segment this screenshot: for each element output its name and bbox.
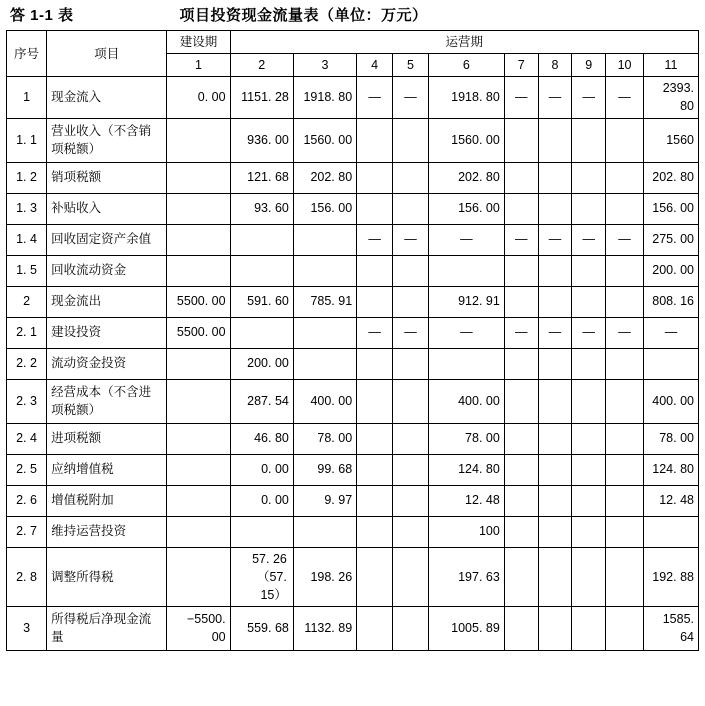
table-row (7, 317, 699, 348)
cell-y5 (393, 485, 429, 516)
cell-y1 (167, 516, 230, 547)
cell-y6: 12. 48 (428, 485, 504, 516)
cell-y8 (538, 454, 572, 485)
table-row (7, 516, 699, 547)
cell-y1: 0. 00 (167, 77, 230, 118)
cell-y4 (357, 454, 393, 485)
row-number: 1. 1 (7, 118, 47, 162)
cell-y10 (606, 379, 644, 423)
cell-y5 (393, 606, 429, 650)
cell-y9 (572, 286, 606, 317)
cell-y5: — (393, 317, 429, 348)
row-item-label: 进项税额 (47, 423, 167, 454)
cell-y11: 124. 80 (644, 454, 699, 485)
header-year-4: 4 (357, 54, 393, 77)
cell-y8 (538, 423, 572, 454)
table-body (7, 77, 699, 651)
cell-y4: — (357, 224, 393, 255)
header-operation: 运营期 (230, 31, 698, 54)
cell-y9 (572, 255, 606, 286)
cell-y8 (538, 193, 572, 224)
caption-label: 答 1-1 表 (10, 7, 74, 24)
cell-y9 (572, 516, 606, 547)
cell-y8 (538, 379, 572, 423)
cell-y3: 1560. 00 (293, 118, 356, 162)
cell-y9 (572, 379, 606, 423)
cell-y9: — (572, 224, 606, 255)
cell-y10 (606, 193, 644, 224)
cell-y7 (504, 547, 538, 606)
cell-y11: — (644, 317, 699, 348)
table-row (7, 547, 699, 606)
cell-y11: 12. 48 (644, 485, 699, 516)
table-row (7, 193, 699, 224)
cell-y7: — (504, 77, 538, 118)
header-year-3: 3 (293, 54, 356, 77)
cell-y1: 5500. 00 (167, 317, 230, 348)
cell-y3: 198. 26 (293, 547, 356, 606)
header-year-11: 11 (644, 54, 699, 77)
cell-y11: 200. 00 (644, 255, 699, 286)
cell-y6: 400. 00 (428, 379, 504, 423)
cell-y10: — (606, 77, 644, 118)
cell-y1 (167, 118, 230, 162)
cell-y7 (504, 516, 538, 547)
cell-y4 (357, 255, 393, 286)
cash-flow-table (6, 30, 699, 651)
cell-y8 (538, 348, 572, 379)
cell-y5 (393, 348, 429, 379)
cell-y6: 78. 00 (428, 423, 504, 454)
cell-y4 (357, 516, 393, 547)
cell-y11: 400. 00 (644, 379, 699, 423)
cell-y7 (504, 255, 538, 286)
row-item-label: 补贴收入 (47, 193, 167, 224)
cell-y10: — (606, 224, 644, 255)
cell-y10 (606, 162, 644, 193)
row-number: 2. 7 (7, 516, 47, 547)
cell-y8 (538, 516, 572, 547)
cell-y4 (357, 348, 393, 379)
cell-y3 (293, 348, 356, 379)
row-number: 2. 1 (7, 317, 47, 348)
header-year-7: 7 (504, 54, 538, 77)
cell-y2 (230, 255, 293, 286)
table-row (7, 286, 699, 317)
table-row (7, 379, 699, 423)
cell-y3 (293, 255, 356, 286)
table-row (7, 224, 699, 255)
table-row (7, 606, 699, 650)
header-year-1: 1 (167, 54, 230, 77)
cell-y5 (393, 286, 429, 317)
cell-y3 (293, 516, 356, 547)
cell-y5 (393, 547, 429, 606)
cell-y5 (393, 454, 429, 485)
cell-y7 (504, 286, 538, 317)
cell-y9: — (572, 317, 606, 348)
header-year-9: 9 (572, 54, 606, 77)
cell-y9 (572, 606, 606, 650)
cell-y1 (167, 162, 230, 193)
cell-y4 (357, 379, 393, 423)
cell-y7 (504, 379, 538, 423)
cell-y4 (357, 423, 393, 454)
cell-y6: 1560. 00 (428, 118, 504, 162)
cell-y10 (606, 454, 644, 485)
table-row (7, 423, 699, 454)
cell-y6: — (428, 317, 504, 348)
cell-y8 (538, 606, 572, 650)
cell-y2: 121. 68 (230, 162, 293, 193)
row-number: 1. 2 (7, 162, 47, 193)
cell-y6: — (428, 224, 504, 255)
cell-y7 (504, 423, 538, 454)
header-year-6: 6 (428, 54, 504, 77)
cell-y9: — (572, 77, 606, 118)
cell-y4: — (357, 317, 393, 348)
cell-y6: 1005. 89 (428, 606, 504, 650)
row-item-label: 现金流出 (47, 286, 167, 317)
cell-y9 (572, 193, 606, 224)
header-no: 序号 (7, 31, 47, 77)
table-caption (6, 0, 699, 30)
row-item-label: 流动资金投资 (47, 348, 167, 379)
cell-y5 (393, 162, 429, 193)
cell-y6: 100 (428, 516, 504, 547)
cell-y10 (606, 423, 644, 454)
header-construction: 建设期 (167, 31, 230, 54)
cell-y4 (357, 606, 393, 650)
cell-y10 (606, 516, 644, 547)
cell-y1: 5500. 00 (167, 286, 230, 317)
cell-y1 (167, 379, 230, 423)
cell-y10 (606, 286, 644, 317)
cell-y2 (230, 224, 293, 255)
cell-y5 (393, 379, 429, 423)
cell-y2: 46. 80 (230, 423, 293, 454)
cell-y2: 1151. 28 (230, 77, 293, 118)
cell-y10 (606, 255, 644, 286)
cell-y8 (538, 255, 572, 286)
cell-y2: 93. 60 (230, 193, 293, 224)
cell-y3: 202. 80 (293, 162, 356, 193)
row-number: 2. 4 (7, 423, 47, 454)
table-row (7, 255, 699, 286)
header-year-8: 8 (538, 54, 572, 77)
cell-y1 (167, 224, 230, 255)
row-number: 2. 8 (7, 547, 47, 606)
cell-y11: 1585. 64 (644, 606, 699, 650)
cell-y1 (167, 547, 230, 606)
cell-y11 (644, 348, 699, 379)
cell-y7 (504, 348, 538, 379)
cell-y10 (606, 118, 644, 162)
cell-y7 (504, 162, 538, 193)
cell-y3: 78. 00 (293, 423, 356, 454)
cell-y5 (393, 423, 429, 454)
row-item-label: 回收固定资产余值 (47, 224, 167, 255)
cell-y8: — (538, 77, 572, 118)
cell-y6: 124. 80 (428, 454, 504, 485)
cell-y3 (293, 317, 356, 348)
header-year-10: 10 (606, 54, 644, 77)
row-item-label: 销项税额 (47, 162, 167, 193)
row-number: 2. 2 (7, 348, 47, 379)
row-number: 2. 3 (7, 379, 47, 423)
cell-y8 (538, 118, 572, 162)
row-item-label: 所得税后净现金流量 (47, 606, 167, 650)
cell-y6: 912. 91 (428, 286, 504, 317)
table-row (7, 162, 699, 193)
cell-y7 (504, 454, 538, 485)
cell-y2: 559. 68 (230, 606, 293, 650)
cell-y8 (538, 485, 572, 516)
cell-y10 (606, 348, 644, 379)
row-number: 2 (7, 286, 47, 317)
cell-y2 (230, 317, 293, 348)
row-item-label: 建设投资 (47, 317, 167, 348)
cell-y1 (167, 255, 230, 286)
cell-y4 (357, 118, 393, 162)
cell-y9 (572, 485, 606, 516)
table-head (7, 31, 699, 77)
cell-y10: — (606, 317, 644, 348)
cell-y7 (504, 118, 538, 162)
cell-y4 (357, 286, 393, 317)
cell-y6: 156. 00 (428, 193, 504, 224)
cell-y2: 936. 00 (230, 118, 293, 162)
cell-y6 (428, 348, 504, 379)
cell-y6 (428, 255, 504, 286)
table-row (7, 454, 699, 485)
cell-y10 (606, 485, 644, 516)
cell-y4: — (357, 77, 393, 118)
cell-y10 (606, 606, 644, 650)
cell-y4 (357, 162, 393, 193)
row-item-label: 营业收入（不含销项税额） (47, 118, 167, 162)
cell-y2: 0. 00 (230, 485, 293, 516)
cell-y11: 2393. 80 (644, 77, 699, 118)
cell-y4 (357, 485, 393, 516)
cell-y3: 1132. 89 (293, 606, 356, 650)
table-row (7, 348, 699, 379)
cell-y5 (393, 193, 429, 224)
cell-y11: 808. 16 (644, 286, 699, 317)
cell-y5: — (393, 224, 429, 255)
cell-y8: — (538, 224, 572, 255)
cell-y8 (538, 286, 572, 317)
cell-y6: 197. 63 (428, 547, 504, 606)
cell-y1: −5500. 00 (167, 606, 230, 650)
cell-y4 (357, 193, 393, 224)
cell-y9 (572, 118, 606, 162)
cell-y1 (167, 485, 230, 516)
cell-y1 (167, 348, 230, 379)
cell-y2: 200. 00 (230, 348, 293, 379)
cell-y9 (572, 547, 606, 606)
header-row-1 (7, 31, 699, 54)
cell-y7 (504, 485, 538, 516)
cell-y11: 156. 00 (644, 193, 699, 224)
cell-y11: 192. 88 (644, 547, 699, 606)
cell-y3 (293, 224, 356, 255)
cell-y9 (572, 423, 606, 454)
cell-y3: 99. 68 (293, 454, 356, 485)
row-number: 1 (7, 77, 47, 118)
cell-y6: 202. 80 (428, 162, 504, 193)
cell-y7 (504, 606, 538, 650)
cell-y7 (504, 193, 538, 224)
cell-y7: — (504, 317, 538, 348)
cell-y2 (230, 516, 293, 547)
cell-y3: 400. 00 (293, 379, 356, 423)
caption-title: 项目投资现金流量表（单位：万元） (179, 7, 428, 24)
cell-y1 (167, 423, 230, 454)
table-row (7, 77, 699, 118)
cell-y2: 287. 54 (230, 379, 293, 423)
row-number: 1. 5 (7, 255, 47, 286)
cell-y8 (538, 547, 572, 606)
header-item: 项目 (47, 31, 167, 77)
row-number: 1. 4 (7, 224, 47, 255)
cell-y11: 1560 (644, 118, 699, 162)
row-number: 3 (7, 606, 47, 650)
row-item-label: 经营成本（不含进项税额） (47, 379, 167, 423)
cell-y5 (393, 118, 429, 162)
row-number: 1. 3 (7, 193, 47, 224)
header-year-2: 2 (230, 54, 293, 77)
cell-y8 (538, 162, 572, 193)
cell-y9 (572, 348, 606, 379)
row-item-label: 维持运营投资 (47, 516, 167, 547)
table-row (7, 485, 699, 516)
header-year-5: 5 (393, 54, 429, 77)
row-item-label: 增值税附加 (47, 485, 167, 516)
cell-y1 (167, 193, 230, 224)
cell-y7: — (504, 224, 538, 255)
cell-y2: 591. 60 (230, 286, 293, 317)
row-item-label: 应纳增值税 (47, 454, 167, 485)
cell-y1 (167, 454, 230, 485)
cell-y5 (393, 255, 429, 286)
table-row (7, 118, 699, 162)
cell-y3: 9. 97 (293, 485, 356, 516)
cell-y3: 156. 00 (293, 193, 356, 224)
cell-y8: — (538, 317, 572, 348)
row-item-label: 调整所得税 (47, 547, 167, 606)
cell-y6: 1918. 80 (428, 77, 504, 118)
cell-y2: 57. 26 （57. 15） (230, 547, 293, 606)
cell-y11: 78. 00 (644, 423, 699, 454)
cell-y11: 202. 80 (644, 162, 699, 193)
cell-y11 (644, 516, 699, 547)
cell-y10 (606, 547, 644, 606)
cell-y11: 275. 00 (644, 224, 699, 255)
cell-y3: 785. 91 (293, 286, 356, 317)
row-number: 2. 6 (7, 485, 47, 516)
cell-y2: 0. 00 (230, 454, 293, 485)
cell-y5: — (393, 77, 429, 118)
row-item-label: 现金流入 (47, 77, 167, 118)
cell-y9 (572, 454, 606, 485)
cell-y9 (572, 162, 606, 193)
cell-y4 (357, 547, 393, 606)
cell-y3: 1918. 80 (293, 77, 356, 118)
row-item-label: 回收流动资金 (47, 255, 167, 286)
cell-y5 (393, 516, 429, 547)
row-number: 2. 5 (7, 454, 47, 485)
